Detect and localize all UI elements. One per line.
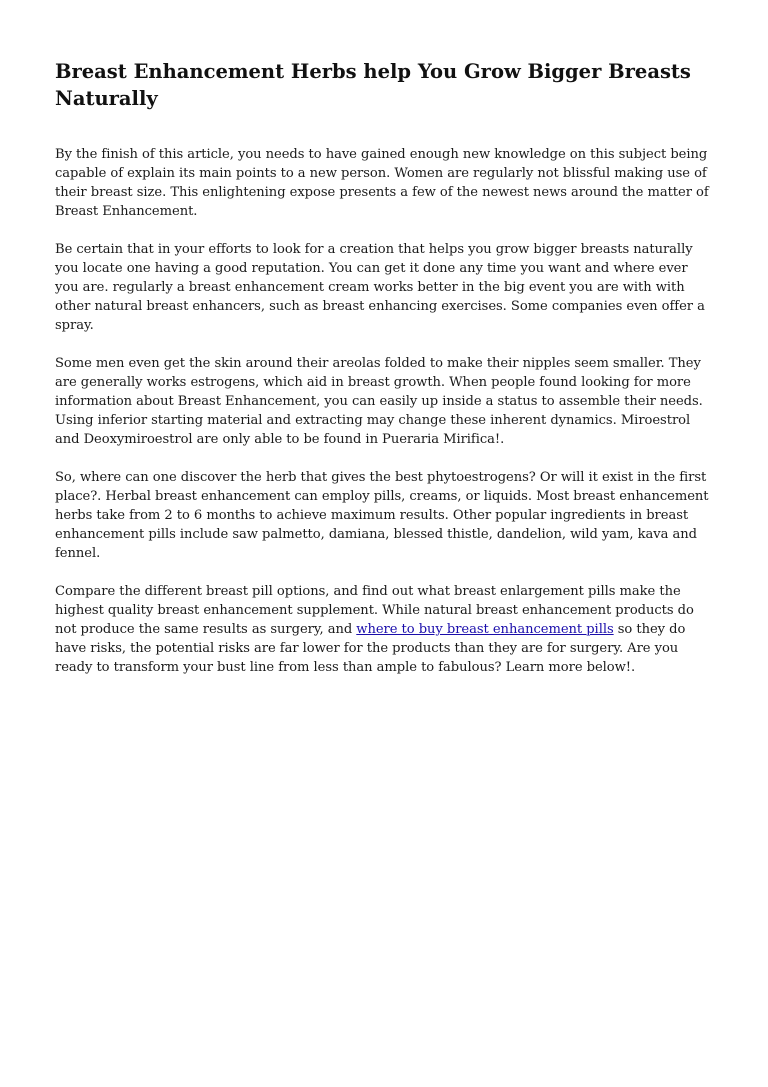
paragraph-1: By the finish of this article, you needs to have gained enough new knowledge on this subject being capable of explain its main points to a new person. Women are regularly not blissful making use of their breast size. This enlightening expose presents a few of the newest news around the matter of Breast Enhancement. [55,147,709,219]
document-title: Breast Enhancement Herbs help You Grow Bigger Breasts Naturally [55,60,691,110]
document-page [55,58,715,696]
paragraph-5-text-before-link: Compare the different breast pill options, and find out what breast enlargement pills make the highest quality breast enhancement supplement. While natural breast enhancement products do not produce the same results as surgery, and [55,584,694,637]
paragraph-3: Some men even get the skin around their areolas folded to make their nipples seem smaller. They are generally works estrogens, which aid in breast growth. When people found looking for more information about Breast Enhancement, you can easily up inside a status to assemble their needs. Using inferior starting material and extracting may change these inherent dynamics. Miroestrol and Deoxymiroestrol are only able to be found in Pueraria Mirifica!. [55,356,703,447]
buy-breast-enhancement-pills-link[interactable]: where to buy breast enhancement pills [356,622,614,637]
paragraph-5 [55,582,715,677]
paragraph-2: Be certain that in your efforts to look for a creation that helps you grow bigger breasts naturally you locate one having a good reputation. You can get it done any time you want and where ever you are. regularly a breast enhancement cream works better in the big event you are with with other natural breast enhancers, such as breast enhancing exercises. Some companies even offer a spray. [55,242,705,333]
paragraph-4: So, where can one discover the herb that gives the best phytoestrogens? Or will it exist in the first place?. Herbal breast enhancement can employ pills, creams, or liquids. Most breast enhancement herbs take from 2 to 6 months to achieve maximum results. Other popular ingredients in breast enhancement pills include saw palmetto, damiana, blessed thistle, dandelion, wild yam, kava and fennel. [55,470,709,561]
paragraph-5-text-after-link: so they do have risks, the potential risks are far lower for the products than they are for surgery. Are you ready to transform your bust line from less than ample to fabulous? Learn more below!. [55,622,686,675]
